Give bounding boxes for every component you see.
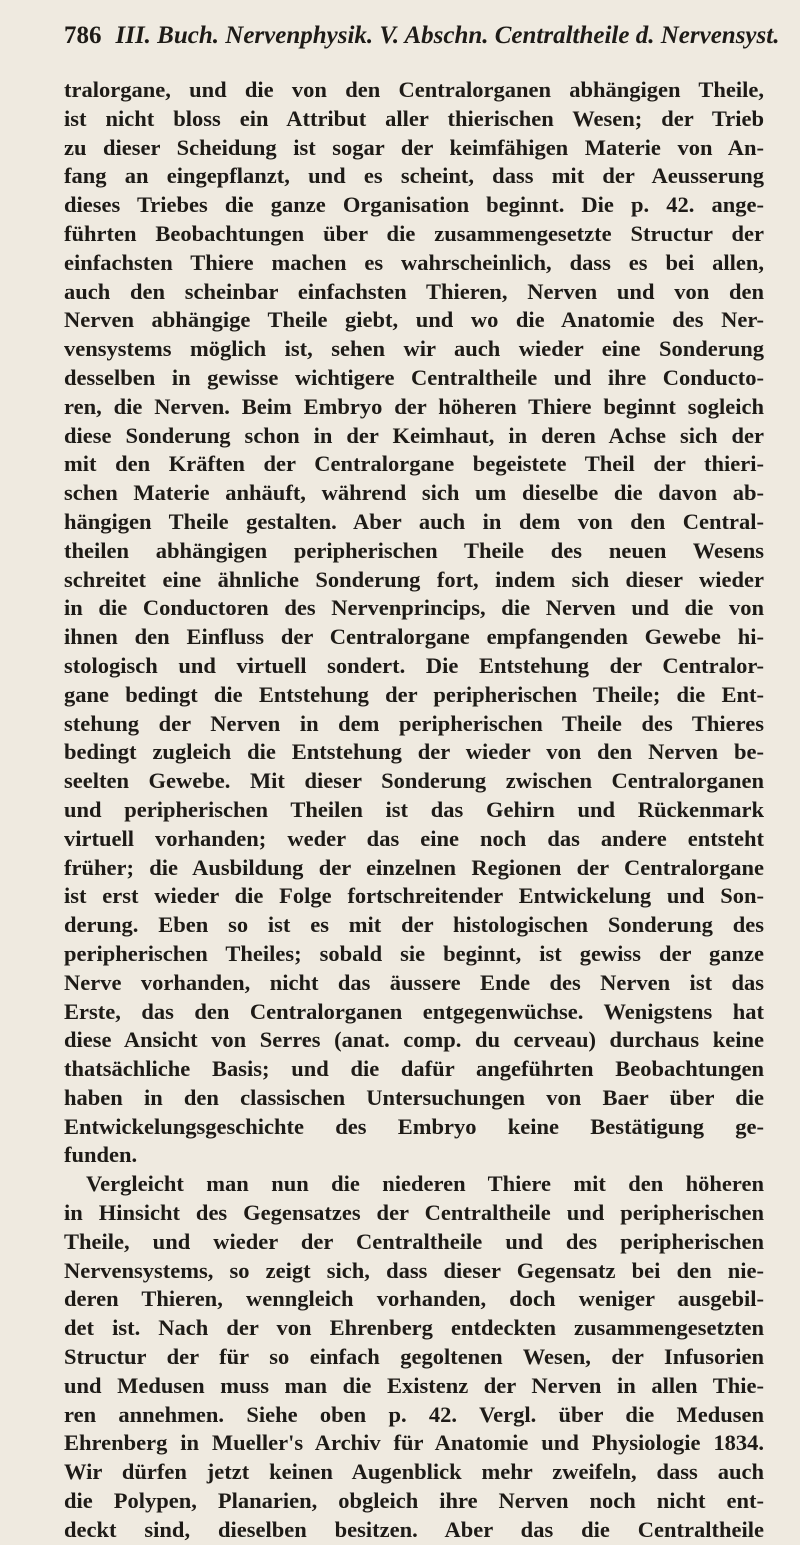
text-line: die Polypen, Planarien, obgleich ihre Nerven noch nicht ent- [64, 1488, 764, 1514]
text-line: bedingt zugleich die Entstehung der wieder von den Nerven be- [64, 739, 764, 765]
text-line: Theile, und wieder der Centraltheile und des peripherischen [64, 1228, 764, 1254]
text-line: in Hinsicht des Gegensatzes der Centraltheile und peripherischen [64, 1200, 764, 1226]
text-line: und Medusen muss man die Existenz der Nerven in allen Thie- [64, 1372, 764, 1398]
text-line: zu dieser Scheidung ist sogar der keimfähigen Materie von An- [64, 134, 764, 160]
text-line: ren annehmen. Siehe oben p. 42. Vergl. über die Medusen [64, 1401, 764, 1427]
running-title: III. Buch. Nervenphysik. V. Abschn. Centraltheile d. Nervensyst. [115, 22, 780, 49]
text-line: Vergleicht man nun die niederen Thiere mit den höheren [86, 1171, 764, 1197]
text-line: seelten Gewebe. Mit dieser Sonderung zwischen Centralorganen [64, 768, 764, 794]
text-line: hängigen Theile gestalten. Aber auch in dem von den Central- [64, 508, 764, 534]
text-line: ist nicht bloss ein Attribut aller thierischen Wesen; der Trieb [64, 105, 764, 131]
text-line: haben in den classischen Untersuchungen von Baer über die [64, 1084, 764, 1110]
page-number: 786 [64, 22, 102, 49]
text-line: virtuell vorhanden; weder das eine noch das andere entsteht [64, 825, 764, 851]
text-line: ihnen den Einfluss der Centralorgane empfangenden Gewebe hi- [64, 624, 764, 650]
text-line: Erste, das den Centralorganen entgegenwüchse. Wenigstens hat [64, 998, 764, 1024]
body-text [64, 76, 764, 1545]
text-line: stologisch und virtuell sondert. Die Entstehung der Centralor- [64, 652, 764, 678]
text-line: diese Ansicht von Serres (anat. comp. du cerveau) durchaus keine [64, 1027, 764, 1053]
text-line: in die Conductoren des Nervenprincips, die Nerven und die von [64, 595, 764, 621]
text-line: Nerven abhängige Theile giebt, und wo die Anatomie des Ner- [64, 307, 764, 333]
text-line: thatsächliche Basis; und die dafür angeführten Beobachtungen [64, 1056, 764, 1082]
text-line: schreitet eine ähnliche Sonderung fort, indem sich dieser wieder [64, 566, 764, 592]
text-line: Wir dürfen jetzt keinen Augenblick mehr zweifeln, dass auch [64, 1459, 764, 1485]
running-header [64, 22, 780, 62]
text-line: auch den scheinbar einfachsten Thieren, Nerven und von den [64, 278, 764, 304]
text-line: fang an eingepflanzt, und es scheint, dass mit der Aeusserung [64, 163, 764, 189]
text-line: peripherischen Theiles; sobald sie beginnt, ist gewiss der ganze [64, 940, 764, 966]
text-line: ren, die Nerven. Beim Embryo der höheren Thiere beginnt sogleich [64, 393, 764, 419]
text-line: Nervensystems, so zeigt sich, dass dieser Gegensatz bei den nie- [64, 1257, 764, 1283]
text-line: deren Thieren, wenngleich vorhanden, doch weniger ausgebil- [64, 1286, 764, 1312]
text-line: Ehrenberg in Mueller's Archiv für Anatomie und Physiologie 1834. [64, 1430, 764, 1456]
text-line: stehung der Nerven in dem peripherischen Theile des Thieres [64, 710, 764, 736]
text-line: ist erst wieder die Folge fortschreitender Entwickelung und Son- [64, 883, 764, 909]
text-line: früher; die Ausbildung der einzelnen Regionen der Centralorgane [64, 854, 764, 880]
text-line: führten Beobachtungen über die zusammengesetzte Structur der [64, 220, 764, 246]
text-line: derung. Eben so ist es mit der histologischen Sonderung des [64, 912, 764, 938]
text-line: diese Sonderung schon in der Keimhaut, in deren Achse sich der [64, 422, 764, 448]
text-line: Nerve vorhanden, nicht das äussere Ende des Nerven ist das [64, 969, 764, 995]
text-line: det ist. Nach der von Ehrenberg entdeckten zusammengesetzten [64, 1315, 764, 1341]
text-line: und peripherischen Theilen ist das Gehirn und Rückenmark [64, 796, 764, 822]
text-line: vensystems möglich ist, sehen wir auch wieder eine Sonderung [64, 336, 764, 362]
text-line: Entwickelungsgeschichte des Embryo keine Bestätigung ge- [64, 1113, 764, 1139]
text-line: Structur der für so einfach gegoltenen Wesen, der Infusorien [64, 1344, 764, 1370]
text-line: dieses Triebes die ganze Organisation beginnt. Die p. 42. ange- [64, 192, 764, 218]
text-line: einfachsten Thiere machen es wahrscheinlich, dass es bei allen, [64, 249, 764, 275]
text-line: desselben in gewisse wichtigere Centraltheile und ihre Conducto- [64, 364, 764, 390]
text-line: schen Materie anhäuft, während sich um dieselbe die davon ab- [64, 480, 764, 506]
text-line: theilen abhängigen peripherischen Theile des neuen Wesens [64, 537, 764, 563]
text-line: tralorgane, und die von den Centralorganen abhängigen Theile, [64, 77, 764, 102]
text-line: mit den Kräften der Centralorgane begeistete Theil der thieri- [64, 451, 764, 477]
text-line: deckt sind, dieselben besitzen. Aber das die Centraltheile [64, 1516, 764, 1542]
text-line: funden. [64, 1142, 138, 1168]
text-line: gane bedingt die Entstehung der peripherischen Theile; die Ent- [64, 681, 764, 707]
